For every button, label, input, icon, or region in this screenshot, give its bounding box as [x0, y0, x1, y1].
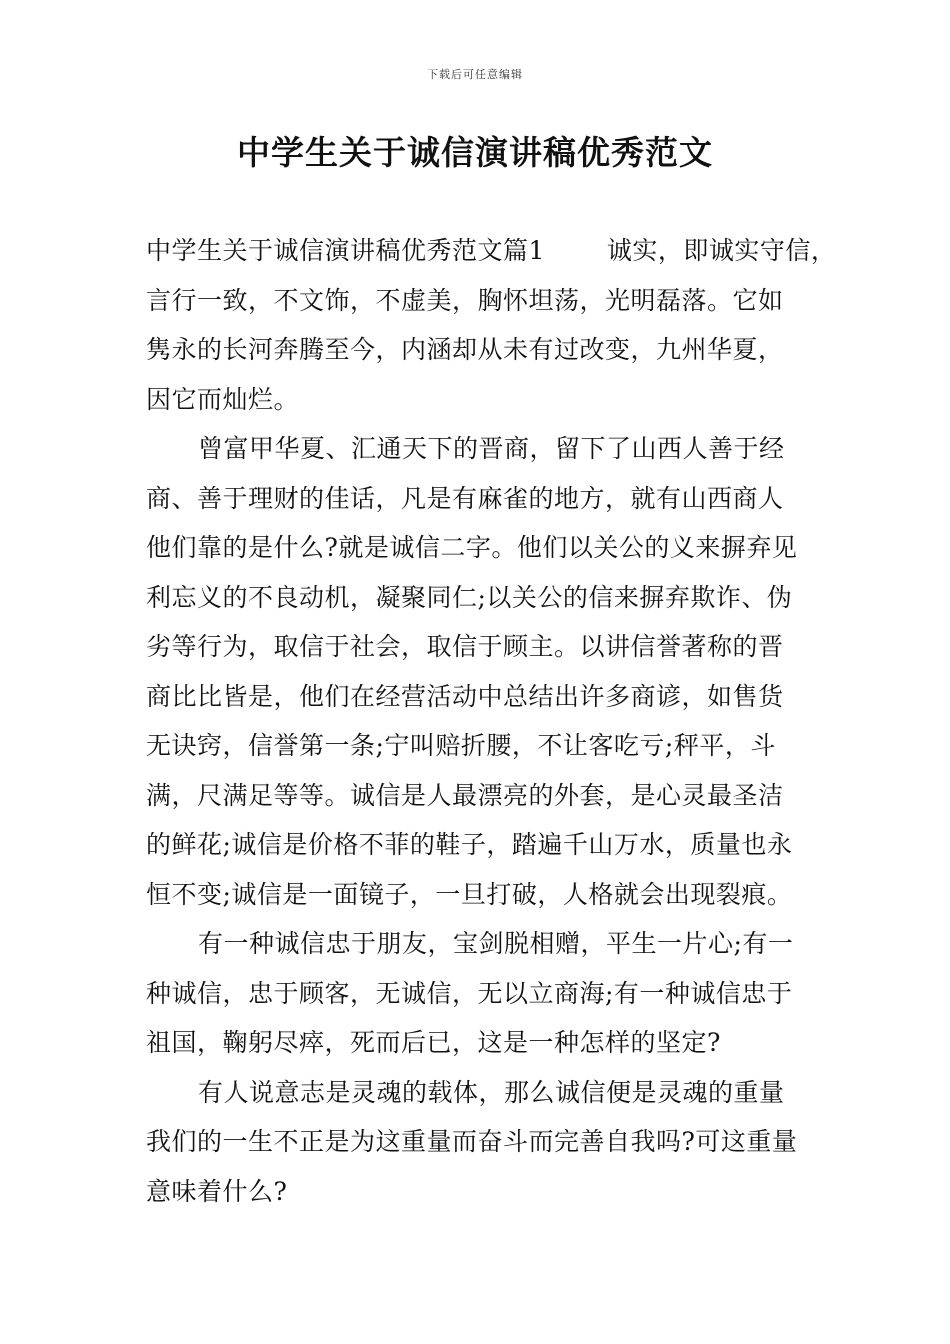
- paragraph-text: 诚实，即诚实守信，: [606, 236, 837, 265]
- document-body: [146, 226, 836, 1216]
- paragraph-line: 的鲜花;诚信是价格不菲的鞋子，踏遍千山万水，质量也永: [146, 830, 793, 859]
- paragraph-line: 无诀窍，信誉第一条;宁叫赔折腰，不让客吃亏;秤平，斗: [146, 731, 776, 760]
- paragraph-line: [146, 226, 836, 276]
- paragraph-line: 商、善于理财的佳话，凡是有麻雀的地方，就有山西商人: [146, 483, 784, 513]
- document-title: 中学生关于诚信演讲稿优秀范文: [237, 133, 713, 172]
- paragraph-line: 他们靠的是什么?就是诚信二字。他们以关公的义来摒弃见: [146, 533, 798, 562]
- paragraph-line: 种诚信，忠于顾客，无诚信，无以立商海;有一种诚信忠于: [146, 978, 793, 1008]
- paragraph-line: 我们的一生不正是为这重量而奋斗而完善自我吗?可这重量: [146, 1127, 798, 1156]
- paragraph-line: 隽永的长河奔腾至今，内涵却从未有过改变，九州华夏，: [146, 335, 784, 364]
- paragraph-line: 劣等行为，取信于社会，取信于顾主。以讲信誉著称的晋: [146, 632, 784, 661]
- header-note: 下载后可任意编辑: [427, 68, 523, 81]
- paragraph-line: 有人说意志是灵魂的载体，那么诚信便是灵魂的重量: [198, 1077, 785, 1107]
- paragraph-line: 商比比皆是，他们在经营活动中总结出许多商谚，如售货: [146, 681, 784, 711]
- paragraph-line: 恒不变;诚信是一面镜子，一旦打破，人格就会出现裂痕。: [146, 879, 793, 909]
- paragraph-line: 利忘义的不良动机，凝聚同仁;以关公的信来摒弃欺诈、伪: [146, 582, 793, 612]
- paragraph-line: 言行一致，不文饰，不虚美，胸怀坦荡，光明磊落。它如: [146, 285, 784, 315]
- paragraph-line: 有一种诚信忠于朋友，宝剑脱相赠，平生一片心;有一: [198, 929, 794, 958]
- paragraph-line: 曾富甲华夏、汇通天下的晋商，留下了山西人善于经: [198, 434, 785, 463]
- paragraph-line: 满，尺满足等等。诚信是人最漂亮的外套，是心灵最圣洁: [146, 780, 784, 810]
- paragraph-line: 因它而灿烂。: [146, 384, 300, 414]
- paragraph-line: 意味着什么?: [146, 1176, 288, 1206]
- section-heading: 中学生关于诚信演讲稿优秀范文篇1: [146, 236, 545, 265]
- paragraph-line: 祖国，鞠躬尽瘁，死而后已，这是一种怎样的坚定?: [146, 1028, 721, 1057]
